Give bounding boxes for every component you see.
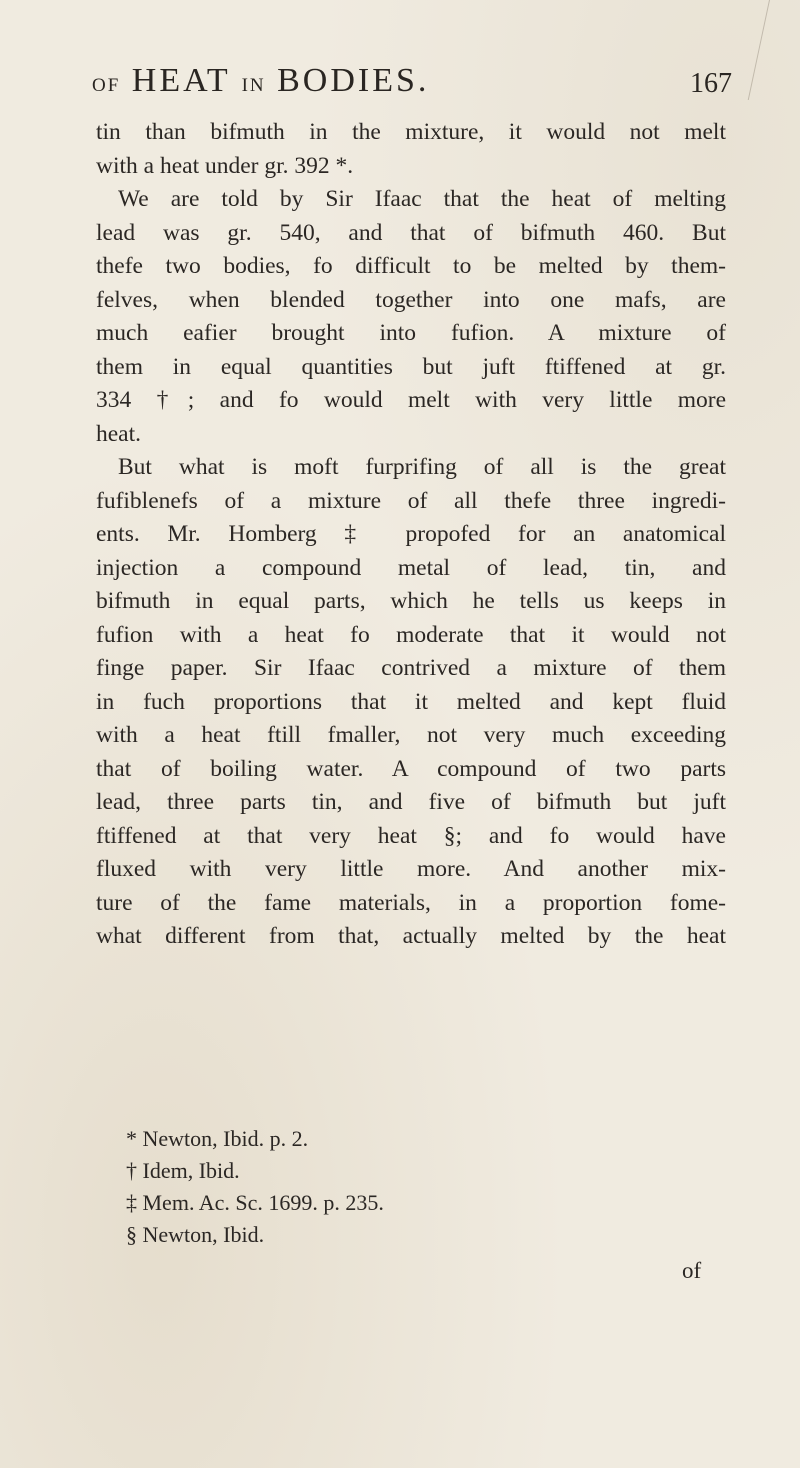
text-line: ftiffened at that very heat §; and fo would have [96,822,726,849]
text-line: that of boiling water. A compound of two parts [96,755,726,782]
running-head-middle: IN [241,75,266,96]
footnotes [126,1123,726,1251]
footnote: § Newton, Ibid. [126,1222,265,1247]
text-line: tin than bifmuth in the mixture, it would not melt [96,119,726,145]
text-line: much eafier brought into fufion. A mixture of [96,320,726,346]
page-crease [748,0,800,100]
catchword: of [682,1258,702,1283]
running-head-prefix: OF [92,75,121,96]
text-line: them in equal quantities but juft ftiffened at gr. [96,353,726,380]
text-line: We are told by Sir Ifaac that the heat of melting [118,186,726,212]
running-head-word-heat: HEAT [131,62,231,99]
text-line: fluxed with very little more. And another mix- [96,856,726,882]
text-line: 334 †; and fo would melt with very little more [96,387,726,413]
text-line: with a heat ftill fmaller, not very much exceeding [96,722,726,748]
text-line: thefe two bodies, fo difficult to be melted by them- [96,253,726,279]
page-number: 167 [690,68,732,99]
footnote: * Newton, Ibid. p. 2. [126,1126,309,1151]
page-header [92,62,732,108]
text-line: in fuch proportions that it melted and kept fluid [96,688,726,715]
text-line: heat. [96,420,142,447]
text-line: with a heat under gr. 392 *. [96,152,354,179]
text-line: finge paper. Sir Ifaac contrived a mixture of them [96,655,726,681]
body-text [96,116,726,954]
text-line: what different from that, actually melted by the heat [96,923,726,949]
text-line: But what is moft furprifing of all is the great [118,454,726,480]
text-line: injection a compound metal of lead, tin, and [96,554,726,581]
text-line: bifmuth in equal parts, which he tells us keeps in [96,588,726,614]
text-line: ents. Mr. Homberg ‡ propofed for an anatomical [96,521,726,547]
footnote: ‡ Mem. Ac. Sc. 1699. p. 235. [126,1190,384,1215]
text-line: ture of the fame materials, in a proportion fome- [96,889,726,916]
running-head [92,62,429,100]
footnote: † Idem, Ibid. [126,1158,240,1183]
text-line: lead was gr. 540, and that of bifmuth 460. But [96,219,726,246]
text-line: fufiblenefs of a mixture of all thefe three ingredi- [96,487,726,514]
text-line: felves, when blended together into one mafs, are [96,286,726,313]
text-line: lead, three parts tin, and five of bifmuth but juft [96,789,726,815]
text-line: fufion with a heat fo moderate that it would not [96,621,726,648]
running-head-word-bodies: BODIES. [277,62,430,99]
